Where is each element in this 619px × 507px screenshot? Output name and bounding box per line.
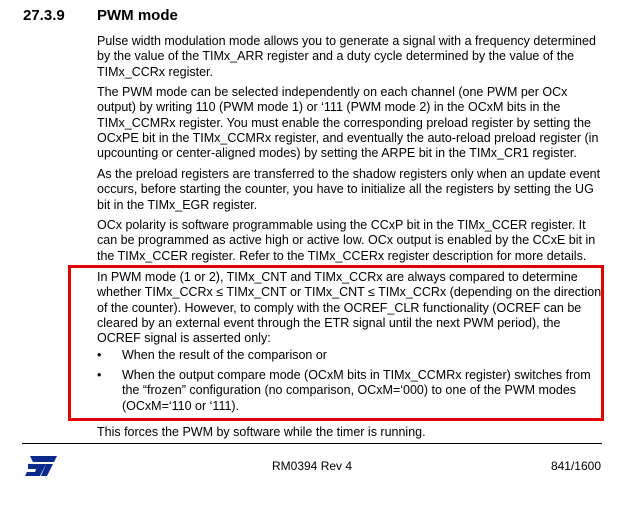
text-line: OCx polarity is software programmable using the CCxP bit in the TIMx_CCER register. It <box>97 218 586 232</box>
text-line: can be programmed as active high or active low. OCx output is enabled by the CCxE bit in <box>97 233 596 248</box>
text-line: occurs, before starting the counter, you have to initialize all the registers by setting the UG <box>97 182 594 197</box>
text-line: whether TIMx_CCRx ≤ TIMx_CNT or TIMx_CNT ≤ TIMx_CCRx (depending on the direction <box>97 285 602 300</box>
section-number: 27.3.9 <box>23 7 65 24</box>
paragraph-preload <box>97 167 609 213</box>
text-line: OCxPE bit in the TIMx_CCMRx register, and eventually the auto-reload preload register (in <box>97 130 599 145</box>
text-line: The PWM mode can be selected independently on each channel (one PWM per OCx <box>97 85 568 99</box>
text-line: As the preload registers are transferred to the shadow registers only when an update event <box>97 167 601 181</box>
text-line: cleared by an external event through the ETR signal until the next PWM period), the <box>97 315 561 330</box>
footer-divider <box>22 443 602 444</box>
text-line: of the counter). However, to comply with the OCREF_CLR functionality (OCREF can be <box>97 300 582 315</box>
page-number: 841/1600 <box>550 459 601 473</box>
text-line: When the result of the comparison or <box>122 348 327 362</box>
text-line: This forces the PWM by software while the timer is running. <box>97 425 426 439</box>
text-line: In PWM mode (1 or 2), TIMx_CNT and TIMx_CCRx are always compared to determine <box>97 270 578 284</box>
paragraph-mode-selection <box>97 85 609 161</box>
text-line: upcounting or center-aligned modes) by setting the ARPE bit in the TIMx_CR1 register. <box>97 146 577 161</box>
text-line: bit in the TIMx_EGR register. <box>97 197 258 212</box>
red-highlight-box <box>68 265 604 421</box>
text-line: by the value of the TIMx_ARR register and a duty cycle determined by the value of the <box>97 49 575 64</box>
bullet-symbol: • <box>97 348 102 362</box>
text-line: the TIMx_CCER register. Refer to the TIMx_CCERx register description for more details. <box>97 248 587 263</box>
bullet-symbol: • <box>97 368 102 382</box>
text-line: TIMx_CCRx register. <box>97 64 213 79</box>
paragraph-polarity <box>97 218 609 264</box>
text-line: OCREF signal is asserted only: <box>97 331 271 346</box>
text-line: TIMx_CCMRx register. You must enable the corresponding preload register by setting the <box>97 115 592 130</box>
st-logo-icon <box>24 455 58 477</box>
paragraph-closing <box>97 425 609 440</box>
text-line: (OCxM=‘110 or ‘111). <box>122 398 240 413</box>
text-line: Pulse width modulation mode allows you to generate a signal with a frequency determined <box>97 34 596 48</box>
text-line: output) by writing 110 (PWM mode 1) or ‘111 (PWM mode 2) in the OCxM bits in the <box>97 100 561 115</box>
section-title: PWM mode <box>97 7 178 24</box>
text-line: When the output compare mode (OCxM bits in TIMx_CCMRx register) switches from <box>122 368 591 382</box>
document-reference: RM0394 Rev 4 <box>272 459 353 473</box>
paragraph-intro <box>97 34 609 80</box>
text-line: the “frozen” configuration (no comparison, OCxM=‘000) to one of the PWM modes <box>122 383 577 398</box>
